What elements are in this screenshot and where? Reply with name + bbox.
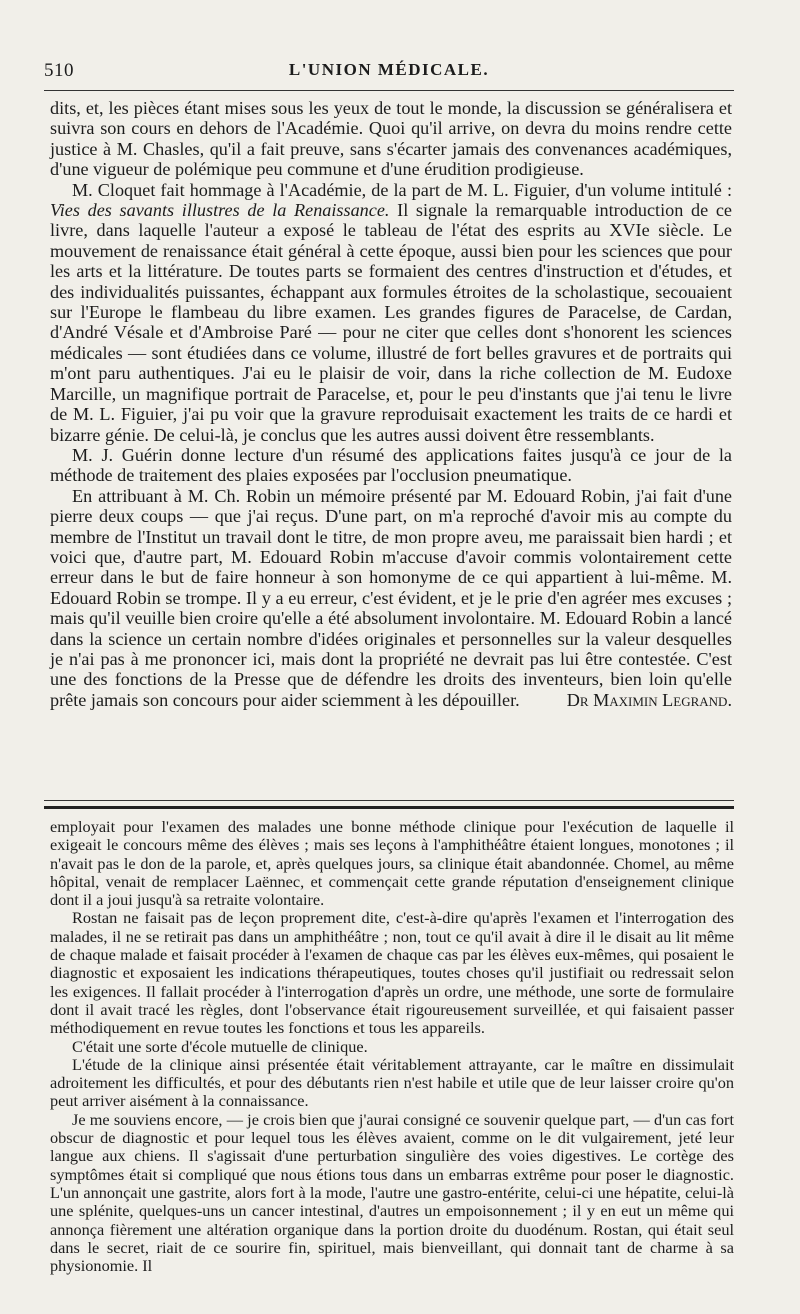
paragraph-continuation: dits, et, les pièces étant mises sous les yeux de tout le monde, la discussion se généralisera et suivra son cours en dehors de l'Académie. Quoi qu'il arrive, on devra du moins rendre cette justice à M. Chasles, qu'il a fait preuve, sans s'écarter jamais des convenances académiques, d'une vigueur de polémique peu commune et d'une érudition prodigieuse. bbox=[50, 98, 732, 180]
paragraph: employait pour l'examen des malades une bonne méthode clinique pour l'exécution de laquelle il exigeait le concours même des élèves ; mais ses leçons à l'amphithéâtre étaient longues, monotones ; il n'avait pas le don de la parole, et, après quelques jours, sa clinique était abandonnée. Chomel, au même hôpital, venait de remplacer Laënnec, et commençait cette grande réputation d'enseignement clinique dont il a joui jusqu'à sa retraite volontaire. bbox=[50, 817, 734, 910]
main-column bbox=[50, 98, 732, 711]
header-rule bbox=[44, 90, 734, 91]
paragraph-text: M. Cloquet fait hommage à l'Académie, de la part de M. L. Figuier, d'un volume intitulé : bbox=[72, 179, 732, 200]
paragraph: L'étude de la clinique ainsi présentée était véritablement attrayante, car le maître en dissimulait adroitement les difficultés, et pour des débutants rien n'est habile et utile que de leur laisser croire qu'on peut arriver aisément à la connaissance. bbox=[50, 1054, 734, 1111]
paragraph: C'était une sorte d'école mutuelle de clinique. bbox=[72, 1036, 368, 1056]
feuilleton-column bbox=[50, 818, 734, 1275]
author-signature: Dr Maximin Legrand. bbox=[566, 690, 732, 711]
book-title: Vies des savants illustres de la Renaissance. bbox=[50, 200, 390, 221]
paragraph-robin: En attribuant à M. Ch. Robin un mémoire présenté par M. Edouard Robin, j'ai fait d'une pierre deux coups — que j'ai reçus. D'une part, on m'a reproché d'avoir mis au compte du membre de l'Institut un travail dont le titre, de mon propre aveu, me paraissait bien hardi ; et voici que, d'autre part, M. Edouard Robin m'accuse d'avoir commis volontairement cette erreur dans le but de faire honneur à son homonyme de ce qui appartient à lui-même. M. Edouard Robin se trompe. Il y a eu erreur, c'est évident, et je le prie d'en agréer mes excuses ; mais qu'il veuille bien croire qu'elle a été absolument involontaire. M. Edouard Robin a lancé dans la science un certain nombre d'idées originales et personnelles sur la valeur desquelles je n'ai pas à me prononcer ici, mais dont la propriété ne devrait pas lui être contestée. C'est une des fonctions de la Presse que de défendre les droits des inventeurs, bien loin qu'elle prête jamais son concours pour aider sciemment à les dépouiller. bbox=[50, 485, 732, 710]
page-number: 510 bbox=[44, 60, 74, 81]
paragraph-guerin: M. J. Guérin donne lecture d'un résumé des applications faites jusqu'à ce jour de la méthode de traitement des plaies exposées par l'occlusion pneumatique. bbox=[50, 444, 732, 486]
paragraph-cloquet bbox=[50, 180, 732, 445]
feuilleton-separator bbox=[44, 800, 734, 809]
page-header bbox=[44, 60, 734, 86]
running-title: L'UNION MÉDICALE. bbox=[288, 60, 490, 79]
paragraph: Je me souviens encore, — je crois bien que j'aurai consigné ce souvenir quelque part, — d'un cas fort obscur de diagnostic et pour lequel tous les élèves avaient, comme on le dit vulgairement, jeté leur langue aux chiens. Il s'agissait d'une perturbation singulière des voies digestives. Le cortège des symptômes était si compliqué que nous étions tous dans un embarras extrême pour poser le diagnostic. L'un annonçait une gastrite, alors fort à la mode, l'autre une gastro-entérite, celui-ci une hépatite, celui-là une splénite, quelques-uns un cancer intestinal, d'autres un empoisonnement ; il y en eut un même qui annonça fièrement une altération organique dans la portion droite du duodénum. Rostan, qui était seul dans le secret, riait de ce sourire fin, spirituel, mais bienveillant, qui donnait tant de charme à sa physionomie. Il bbox=[50, 1109, 734, 1276]
paragraph-text: Il signale la remarquable introduction de ce livre, dans laquelle l'auteur a exposé le tableau de l'état des esprits au XVIe siècle. Le mouvement de renaissance était général à cette époque, aussi bien pour les sciences que pour les arts et la littérature. De toutes parts se formaient des centres d'instruction et d'études, et des individualités puissantes, échappant aux formules étroites de la scholastique, secouaient sur l'Europe le flambeau du libre examen. Les grandes figures de Paracelse, de Cardan, d'André Vésale et d'Ambroise Paré — pour ne citer que celles dont s'honorent les sciences médicales — sont étudiées dans ce volume, illustré de fort belles gravures et de portraits qui m'ont paru authentiques. J'ai eu le plaisir de voir, dans la riche collection de M. Eudoxe Marcille, un magnifique portrait de Paracelse, et, pour le peu d'instants que j'ai tenu le livre de M. L. Figuier, j'ai pu voir que la gravure reproduisait exactement les traits de ce hardi et bizarre génie. De celui-là, je conclus que les autres aussi doivent être ressemblants. bbox=[50, 200, 732, 445]
paragraph: Rostan ne faisait pas de leçon proprement dite, c'est-à-dire qu'après l'examen et l'interrogation des malades, il ne se retirait pas dans un amphithéâtre ; non, tout ce qu'il avait à dire il le disait au lit même de chaque malade et faisait procéder à l'examen de chaque cas par les élèves eux-mêmes, qui posaient le diagnostic et exposaient les indications thérapeutiques, toutes choses qu'il justifiait ou redressait selon les exigences. Il fallait procéder à l'interrogation d'après un ordre, une méthode, une sorte de formulaire dont il avait tracé les règles, dont l'observance était rigoureusement surveillée, et qui faisaient passer méthodiquement en revue toutes les fonctions et tous les appareils. bbox=[50, 908, 734, 1038]
